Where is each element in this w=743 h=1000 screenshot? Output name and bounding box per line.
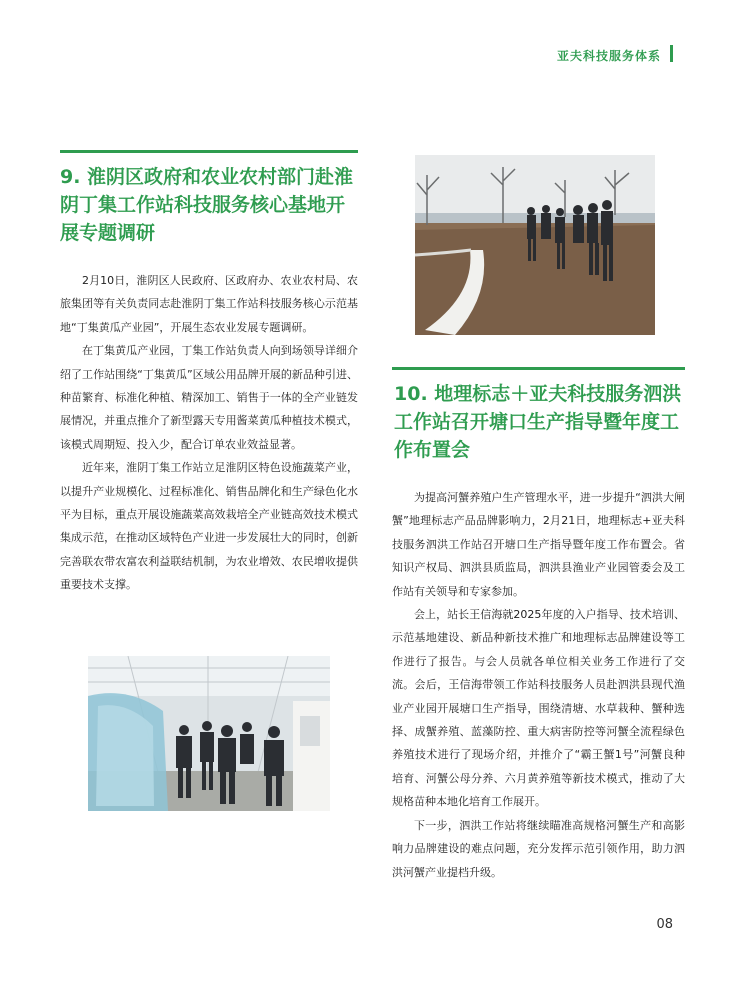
- article-10-paragraph: 下一步，泗洪工作站将继续瞄准高规格河蟹生产和高影响力品牌建设的难点问题，充分发挥示范引领作用，助力泗洪河蟹产业提档升级。: [392, 818, 685, 879]
- article-10-body: [392, 486, 685, 884]
- section-label: 亚夫科技服务体系: [556, 49, 661, 63]
- section-label-bar: [670, 45, 673, 62]
- article-9-top-rule: [60, 150, 358, 153]
- article-10-paragraph: 会上，站长王信海就2025年度的入户指导、技术培训、示范基地建设、新品种新技术推广和地理标志品牌建设等工作进行了报告。与会人员就各单位相关业务工作进行了交流。会后，王信海带领工作站科技服务人员赴泗洪县现代渔业产业园开展塘口生产指导，围绕清塘、水草栽种、蟹种选择、成蟹养殖、蓝藻防控、重大病害防控等河蟹全流程绿色养殖技术进行了现场介绍，并推介了“霸王蟹1号”河蟹良种培育、河蟹公母分养、六月黄养殖等新技术模式，推动了大规格苗种本地化培育工作展开。: [392, 608, 685, 809]
- article-10-top-rule: [392, 367, 685, 370]
- article-9-paragraph: 在丁集黄瓜产业园，丁集工作站负责人向到场领导详细介绍了工作站围绕“丁集黄瓜”区域公用品牌开展的新品种引进、种苗繁育、标准化种植、精深加工、销售于一体的全产业链发展情况，并重点推介了新型露天专用酱菜黄瓜种植技术模式，该模式周期短、投入少，配合订单农业效益显著。: [60, 344, 358, 451]
- article-9-title: 9. 淮阴区政府和农业农村部门赴淮阴丁集工作站科技服务核心基地开展专题调研: [60, 166, 354, 244]
- article-10: [392, 367, 685, 884]
- article-9-body: [60, 269, 358, 597]
- greenhouse-visit-photo: [88, 656, 330, 811]
- article-9: [60, 150, 358, 597]
- article-9-paragraph: 2月10日，淮阴区人民政府、区政府办、农业农村局、农旅集团等有关负责同志赴淮阴丁集工作站科技服务核心示范基地“丁集黄瓜产业园”，开展生态农业发展专题调研。: [60, 274, 358, 334]
- article-10-title: 10. 地理标志＋亚夫科技服务泗洪工作站召开塘口生产指导暨年度工作布置会: [394, 383, 682, 461]
- field-inspection-photo: [415, 155, 655, 335]
- article-10-paragraph: 为提高河蟹养殖户生产管理水平，进一步提升“泗洪大闸蟹”地理标志产品品牌影响力，2月21日，地理标志+亚夫科技服务泗洪工作站召开塘口生产指导暨年度工作布置会。省知识产权局、泗洪县质监局，泗洪县渔业产业园管委会及工作站有关领导和专家参加。: [392, 491, 685, 598]
- article-9-paragraph: 近年来，淮阴丁集工作站立足淮阴区特色设施蔬菜产业，以提升产业规模化、过程标准化、销售品牌化和生产绿色化水平为目标，重点开展设施蔬菜高效栽培全产业链高效技术模式集成示范，在推动区域特色产业进一步发展壮大的同时，创新完善联农带农富农利益联结机制，为农业增效、农民增收提供重要技术支撑。: [60, 461, 358, 592]
- page-number: 08: [656, 917, 673, 932]
